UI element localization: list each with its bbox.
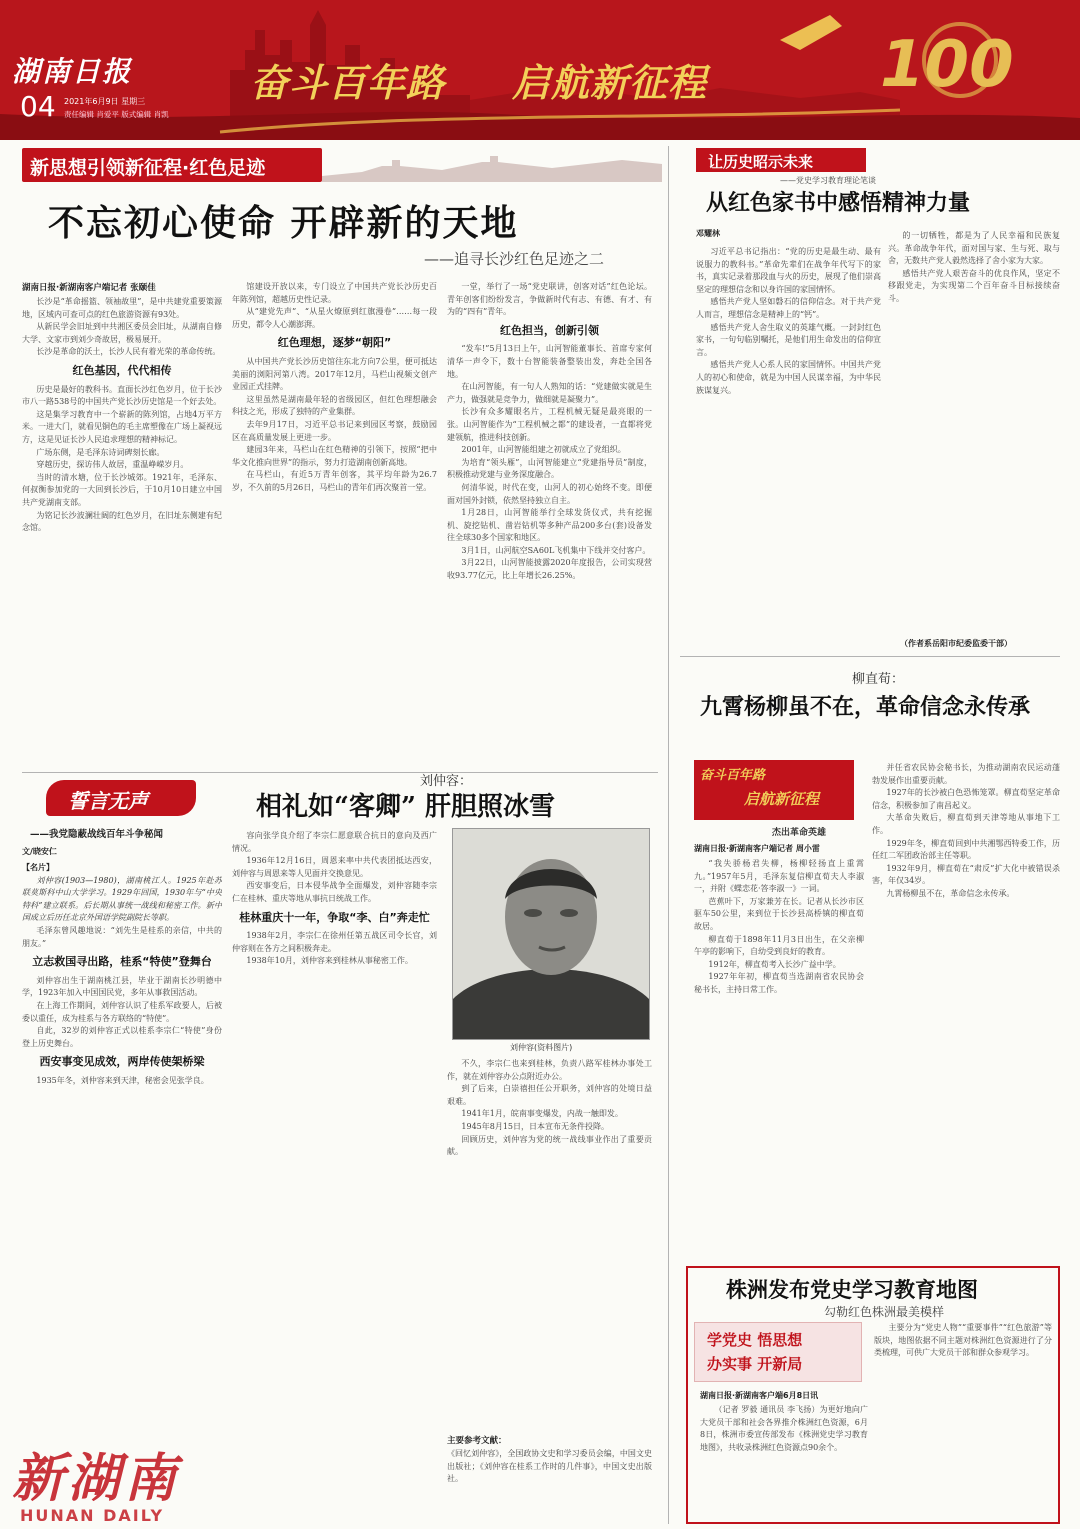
liu-zhongrong-headline: 相礼如“客卿” 肝胆照冰雪 — [256, 792, 555, 822]
zhuzhou-byline: 湖南日报·新湖南客户端6月8日讯 — [700, 1391, 819, 1400]
oath-col-3 — [447, 1058, 652, 1428]
lead-subhead: ——追寻长沙红色足迹之二 — [424, 250, 605, 268]
oath-refs-label: 主要参考文献： — [447, 1436, 507, 1446]
banner-right: 启航新征程 — [512, 61, 708, 105]
paper-name: 湖南日报 — [12, 55, 133, 88]
family-letter-col-1 — [696, 246, 881, 648]
oath-col1-p5: 1935年冬，刘仲容来到天津，秘密会见张学良。 — [36, 1075, 209, 1085]
oath-col-1 — [22, 862, 222, 1524]
oath-col1-p2: 刘仲容出生于湖南桃江县，毕业于湖南长沙明德中学，1923年加入中国国民党，多年从事救国活动。 — [22, 975, 222, 998]
liu-mianqi-kicker: 柳直荀： — [852, 672, 905, 687]
great-wall-icon — [322, 148, 662, 182]
zhuzhou-col-1 — [700, 1404, 868, 1518]
banner-number: 100 — [880, 28, 1014, 102]
liu-zhongrong-kicker: 刘仲容： — [420, 774, 473, 789]
horizontal-divider-lead — [22, 772, 658, 773]
lead-col1-p1: 长沙是“革命摇篮、领袖故里”，是中共建党重要策源地，区域内可查可点的红色旅游资源有93处。 — [22, 297, 222, 319]
oath-refs-text: 《回忆刘仲容》，全国政协文史和学习委员会编，中国文史出版社；《刘仲容在桂系工作时的几件事》，中国文史出版社。 — [447, 1449, 652, 1484]
lead-byline: 湖南日报·新湖南客户端记者 张颐佳 — [22, 283, 156, 293]
editor-line: 责任编辑 肖爱平 版式编辑 肖凯 — [64, 110, 169, 119]
lead-col2b-p4: 建园3年来，马栏山在红色精神的引领下，按照“把中华文化推向世界”的指示，努力打造湖南创新高地。 — [232, 445, 437, 467]
vertical-divider-main — [668, 146, 669, 1524]
oath-col-2 — [232, 830, 437, 1524]
lead-col1-p2: 从新民学会旧址到中共湘区委员会旧址，从湖南自修大学、文家市到刘少奇故居，极易展开。 — [22, 322, 222, 344]
zhuzhou-badge-line2: 办实事 开新局 — [707, 1355, 803, 1373]
family-letter-column-note: ——党史学习教育理论笔谈 — [780, 176, 876, 185]
lead-col1b-p6: 为铭记长沙波澜壮阔的红色岁月，在旧址东侧建有纪念馆。 — [22, 510, 222, 533]
zhuzhou-headline: 株洲发布党史学习教育地图 — [726, 1277, 978, 1302]
liu-mianqi-col1-p5: 1927年年初，柳直荀当选湖南省农民协会秘书长，主持日常工作。 — [694, 972, 864, 994]
lead-subheading-2: 红色理想，逐梦“朝阳” — [277, 336, 392, 350]
oath-refs — [447, 1448, 652, 1524]
lead-col1b-p4: 穿越历史，探访伟人故居，重温峥嵘岁月。 — [36, 460, 189, 470]
oath-bio-label: 【名片】 — [22, 863, 54, 872]
masthead — [0, 0, 1080, 140]
oath-column-note: ——我党隐蔽战线百年斗争秘闻 — [30, 829, 164, 840]
lead-col1b-p5: 当时的清水塘，位于长沙城郊。1921年，毛泽东、何叔衡参加党的一大回到长沙后，于10月10日建立中国共产党湖南支部。 — [22, 472, 222, 507]
oath-col3-p3: 1941年1月，皖南事变爆发，内战一触即发。 — [461, 1109, 623, 1119]
lead-col1b-p2: 这是集学习教育中一个崭新的陈列馆，占地4万平方米。一进大门，就看见铜色的毛主席塑像在广场上凝视远方，这是见证长沙人民追求理想的精神标记。 — [22, 409, 222, 444]
family-letter-column-tag-text: 让历史昭示未来 — [708, 153, 814, 171]
liu-mianqi-col1-p2: 芭蕉叶下，万家兼芳在长。记者从长沙市区驱车50公里，来到位于长沙县高桥镇的柳直荀故居。 — [694, 896, 864, 931]
lead-col1b-p1: 历史是最好的教科书。直面长沙红色岁月，位于长沙市八一路538号的中国共产党长沙历史馆是一个好去处。 — [22, 384, 222, 407]
oath-col1-p4: 自此，32岁的刘仲容正式以桂系李宗仁“特使”身份登上历史舞台。 — [22, 1026, 222, 1048]
family-letter-col1-p1: 习近平总书记指出：“党的历史是最生动、最有说服力的教科书。”革命先辈们在战争年代写下的家书，真实记录着那段血与火的历史，展现了他们崇高坚定的理想信念和以身许国的家国情怀。 — [696, 247, 881, 294]
liu-mianqi-badge-mid: 启航新征程 — [744, 790, 820, 808]
lead-col-3 — [447, 281, 652, 766]
liu-mianqi-col2-p4: 1929年冬，柳直荀回到中共湘鄂西特委工作，历任红二军团政治部主任等职。 — [872, 838, 1060, 861]
lead-col3b-p9: 3月22日，山河智能披露2020年度报告，公司实现营收93.77亿元，比上年增长26.25%。 — [447, 558, 652, 581]
portrait-silhouette-icon — [453, 829, 649, 1039]
lead-col2b-p2: 这里虽然是湖南最年轻的省级园区，但红色理想融会科技之光，形成了独特的产业集群。 — [232, 394, 437, 417]
family-letter-col-2 — [888, 230, 1060, 630]
family-letter-col2-p1: 的一切牺牲，都是为了人民幸福和民族复兴。革命战争年代，面对国与家、生与死、取与舍，无数共产党人毅然选择了舍小家为大家。 — [888, 231, 1060, 266]
liu-mianqi-col2-p5: 1932年9月，柳直荀在“肃反”扩大化中被错误杀害，年仅34岁。 — [872, 863, 1060, 886]
liu-mianqi-badge-bottom: 杰出革命英雄 — [772, 828, 827, 838]
oath-col2-p3: 西安事变后，日本侵华战争全面爆发，刘仲容随李宗仁在桂林、重庆等地从事抗日统战工作。 — [232, 881, 437, 903]
oath-byline: 文/晓安仁 — [22, 847, 57, 856]
zhuzhou-badge-line1: 学党史 悟思想 — [707, 1331, 803, 1349]
lead-col3b-p8: 3月1日，山河航空SA60L飞机集中下线并交付客户。 — [461, 545, 651, 555]
oath-col2-p5: 1938年10月，刘仲容来到桂林从事秘密工作。 — [246, 956, 413, 966]
lead-col3b-p7: 1月28日，山河智能举行全球发货仪式，共有挖掘机、旋挖钻机、凿岩钻机等多种产品200多台(套)设备发往全球30多个国家和地区。 — [447, 508, 652, 543]
liu-mianqi-byline: 湖南日报·新湖南客户端记者 周小雷 — [694, 844, 820, 853]
oath-column-tag-text: 誓言无声 — [68, 789, 148, 813]
liu-mianqi-col-2 — [872, 762, 1060, 1267]
liu-mianqi-headline: 九霄杨柳虽不在，革命信念永传承 — [700, 694, 1031, 720]
liu-mianqi-col2-p6: 九霄杨柳虽不在，革命信念永传承。 — [886, 888, 1015, 898]
zhuzhou-col1-p1: （记者 罗毅 通讯员 李飞扬）为更好地向广大党员干部和社会各界推介株洲红色资源，6月8日，株洲市委宣传部发布《株洲党史学习教育地图》，共收录株洲红色资源点90余个。 — [700, 1405, 868, 1452]
zhuzhou-col-2 — [874, 1322, 1052, 1518]
liu-mianqi-badge-top: 奋斗百年路 — [700, 768, 766, 783]
oath-col2-p1: 容向张学良介绍了李宗仁愿意联合抗日的意向及西广情况。 — [232, 831, 437, 853]
oath-subheading-2: 桂林重庆十一年，争取“李、白”奔走忙 — [239, 910, 430, 924]
liu-mianqi-col1-p4: 1912年，柳直荀考入长沙广益中学。 — [708, 959, 841, 969]
family-letter-byline: 邓耀林 — [696, 229, 720, 238]
liu-mianqi-col2-p1: 并任省农民协会秘书长，为推动湖南农民运动蓬勃发展作出重要贡献。 — [872, 763, 1060, 785]
lead-col1b-p3: 广场东侧，是毛泽东诗词碑刻长廊。 — [36, 447, 165, 457]
zhuzhou-subhead: 勾勒红色株洲最美模样 — [824, 1305, 945, 1319]
lead-col3b-p1: “发车!”5月13日上午，山河智能董事长、首席专家何清华一声令下，数十台智能装备整装出发，奔赴全国各地。 — [447, 344, 652, 379]
banner-left: 奋斗百年路 — [250, 61, 446, 105]
family-letter-col2-p2: 感悟共产党人艰苦奋斗的优良作风，坚定不移跟党走，为实现第二个百年奋斗目标接续奋斗。 — [888, 268, 1060, 303]
lead-col2b-p3: 去年9月17日，习近平总书记来到园区考察，鼓励园区在高质量发展上更进一步。 — [232, 419, 437, 442]
family-letter-col1-p3: 感悟共产党人舍生取义的英雄气概。一封封红色家书，一句句临别嘱托，是他们用生命发出的信仰宣言。 — [696, 322, 881, 357]
lead-column-tag — [22, 148, 322, 182]
zhuzhou-badge — [694, 1322, 862, 1382]
oath-col3-p5: 回顾历史，刘仲容为党的统一战线事业作出了重要贡献。 — [447, 1134, 652, 1157]
photo-caption: 刘仲容(资料图片) — [510, 1043, 573, 1052]
lead-col2-p2: 从“建党先声”、“从星火燎原到红旗漫卷”……每一段历史，都令人心潮澎湃。 — [232, 307, 437, 329]
family-letter-col1-p2: 感悟共产党人坚如磐石的信仰信念。对于共产党人而言，理想信念是精神上的“钙”。 — [696, 297, 881, 319]
lead-column-tag-text: 新思想引领新征程·红色足迹 — [30, 157, 266, 179]
oath-col3-p1: 不久，李宗仁也来到桂林，负责八路军桂林办事处工作，就在刘仲容办公点附近办公。 — [447, 1059, 652, 1081]
watermark-logo: 新湖南 — [12, 1448, 181, 1509]
date-line: 2021年6月9日 星期三 — [64, 97, 146, 106]
family-letter-column-tag — [696, 148, 866, 172]
lead-col3b-p5: 为培育“领头雁”，山河智能建立“党建指导员”制度，积极推动党建与业务深度融合。 — [447, 457, 652, 480]
watermark-latin: HUNAN DAILY — [20, 1506, 165, 1525]
lead-col1-p3: 长沙是革命的沃土，长沙人民有着光荣的革命传统。 — [36, 347, 221, 357]
oath-subheading-3: 西安事变见成效，两岸传使架桥梁 — [39, 1055, 205, 1069]
liu-mianqi-badge — [694, 760, 854, 820]
family-letter-headline: 从红色家书中感悟精神力量 — [706, 190, 971, 216]
family-letter-col1-p4: 感悟共产党人心系人民的家国情怀。中国共产党人的初心和使命，就是为中国人民谋幸福，为中华民族谋复兴。 — [696, 360, 881, 395]
oath-col3-p2: 到了后来，白崇禧担任公开职务，刘仲容的处境日益艰难。 — [447, 1084, 652, 1106]
oath-col2-p2: 1936年12月16日，周恩来率中共代表团抵达西安，刘仲容与周恩来等人见面并交换意见。 — [232, 856, 437, 878]
liu-mianqi-col1-p1: “我失骄杨君失柳，杨柳轻扬直上重霄九。”1957年5月，毛泽东复信柳直荀夫人李淑一，并附《蝶恋花·答李淑一》一词。 — [694, 859, 864, 894]
oath-col1-p1: 毛泽东曾风趣地说：“刘先生是桂系的亲信，中共的朋友。” — [22, 925, 222, 948]
oath-col2-p4: 1938年2月，李宗仁在徐州任第五战区司令长官，刘仲容则在各方之间积极奔走。 — [232, 931, 437, 953]
oath-col1-p3: 在上海工作期间，刘仲容认识了桂系军政要人，后被委以重任，成为桂系与各方联络的“特使”。 — [22, 1000, 222, 1023]
oath-bio: 刘仲容(1903—1980)，湖南桃江人。1925年赴苏联莫斯科中山大学学习。1929年回国，1930年与“中央特科”建立联系。后长期从事统一战线和秘密工作。新中国成立后历任北京外国语学院副院长等职。 — [22, 875, 222, 923]
horizontal-divider-right-1 — [680, 656, 1060, 657]
lead-subheading-1: 红色基因，代代相传 — [72, 363, 172, 377]
lead-col3b-p4: 2001年，山河智能组建之初就成立了党组织。 — [461, 445, 626, 455]
lead-col2b-p5: 在马栏山，有近5万青年创客，其平均年龄为26.7岁，不久前的5月26日，马栏山的青年们再次聚首一堂。 — [232, 470, 437, 492]
lead-col2b-p1: 从中国共产党长沙历史馆往东北方向7公里，便可抵达美丽的浏阳河第八湾。2017年12月，马栏山视频文创产业园正式挂牌。 — [232, 356, 437, 392]
lead-col2-p1: 馆建设开放以来，专门设立了中国共产党长沙历史百年陈列馆，超越历史性记录。 — [232, 282, 437, 304]
liu-mianqi-col2-p3: 大革命失败后，柳直荀到天津等地从事地下工作。 — [872, 813, 1060, 835]
liu-mianqi-col1-p3: 柳直荀于1898年11月3日出生，在父亲柳午亭的影响下，自幼受到良好的教育。 — [694, 934, 864, 957]
liu-mianqi-col-1 — [694, 858, 864, 1268]
lead-col3b-p6: 何清华说，时代在变，山河人的初心始终不变。即便面对国外封锁，依然坚持独立自主。 — [447, 482, 652, 505]
page-number: 04 — [20, 90, 56, 123]
liu-mianqi-col2-p2: 1927年的长沙被白色恐怖笼罩。柳直荀坚定革命信念，积极参加了南昌起义。 — [872, 788, 1060, 810]
zhuzhou-col2-p1: 主要分为“党史人物”“重要事件”“红色旅游”等版块，地图依据不同主题对株洲红色资源进行了分类梳理，可供广大党员干部和群众参观学习。 — [874, 1323, 1052, 1358]
liu-zhongrong-photo — [452, 828, 650, 1040]
lead-col3b-p3: 长沙有众多耀眼名片，工程机械无疑是最亮眼的一张。山河智能作为“工程机械之都”的建设者，一直都将党建领航，推进科技创新。 — [447, 407, 652, 442]
lead-headline: 不忘初心使命 开辟新的天地 — [48, 202, 519, 244]
lead-col-2 — [232, 281, 437, 766]
oath-column-tag — [46, 780, 196, 816]
oath-col3-p4: 1945年8月15日，日本宣布无条件投降。 — [461, 1121, 610, 1131]
family-letter-author-note: （作者系岳阳市纪委监委干部） — [900, 639, 1012, 648]
lead-col-1 — [22, 296, 222, 766]
oath-subheading-1: 立志救国寻出路，桂系“特使”登舞台 — [32, 955, 212, 969]
lead-col3-p1: 一堂，举行了一场“党史联讲，创客对话”红色论坛。青年创客们纷纷发言，争做新时代有志、有德、有才、有为的“四有”青年。 — [447, 282, 652, 317]
lead-col3b-p2: 在山河智能，有一句人人熟知的话：“党建做实就是生产力，做强就是竞争力，做细就是凝聚力”。 — [447, 382, 652, 404]
lead-subheading-3: 红色担当，创新引领 — [500, 323, 599, 337]
